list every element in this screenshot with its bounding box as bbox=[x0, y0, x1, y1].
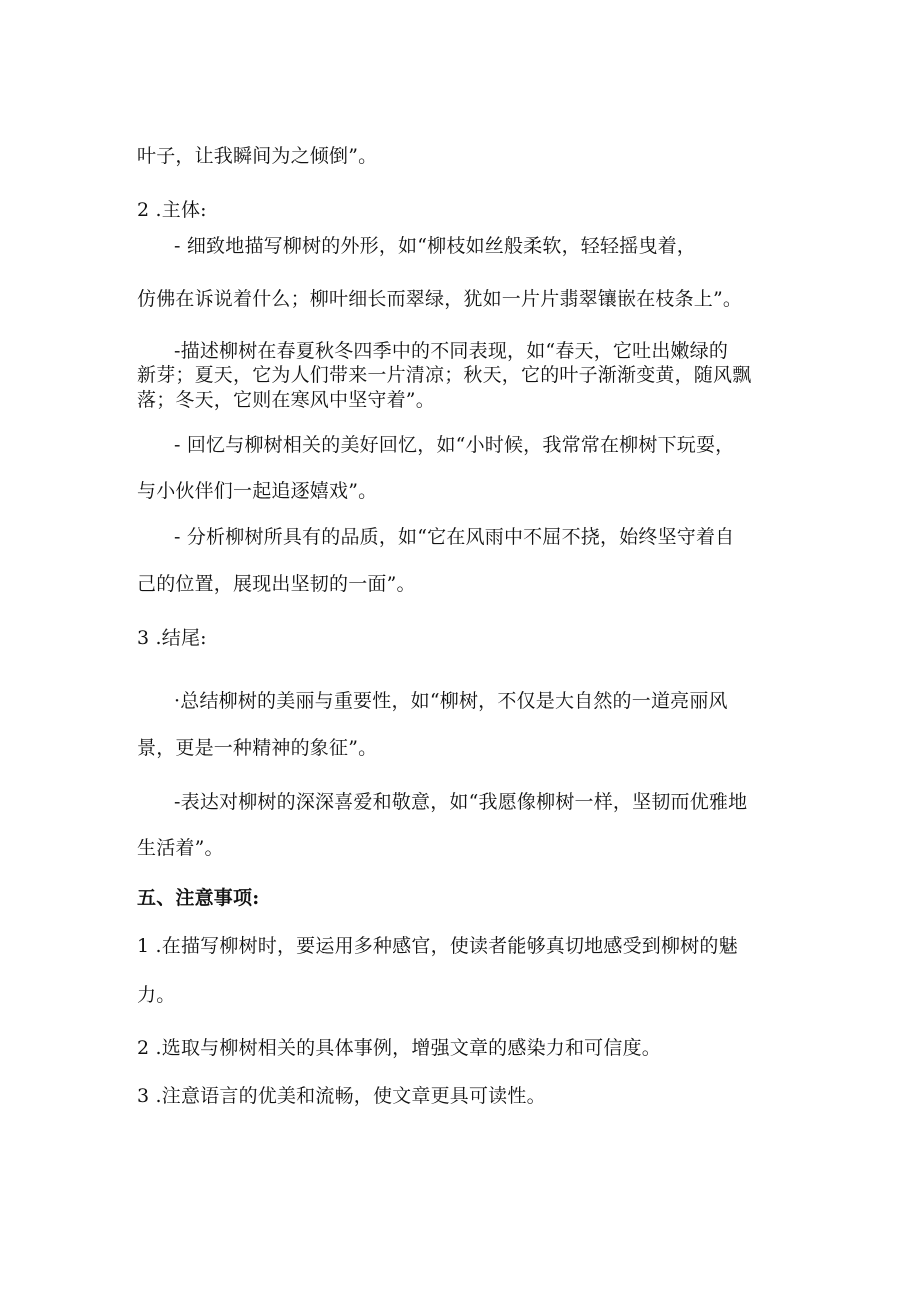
text-line: 新芽；夏天，它为人们带来一片清凉；秋天，它的叶子渐渐变黄，随风飘 bbox=[137, 364, 752, 386]
section-heading-body: 2 .主体: bbox=[137, 199, 207, 221]
text-line: 落；冬天，它则在寒风中坚守着”。 bbox=[137, 389, 435, 411]
text-line: 叶子，让我瞬间为之倾倒”。 bbox=[137, 145, 378, 167]
list-item: 3 .注意语言的优美和流畅，使文章更具可读性。 bbox=[137, 1085, 546, 1107]
text-line: 与小伙伴们一起追逐嬉戏”。 bbox=[137, 480, 378, 502]
text-line: - 分析柳树所具有的品质，如“它在风雨中不屈不挠，始终坚守着自 bbox=[174, 526, 735, 548]
text-line: -描述柳树在春夏秋冬四季中的不同表现，如“春天，它吐出嫩绿的 bbox=[174, 340, 729, 362]
section-heading-ending: 3 .结尾: bbox=[137, 627, 207, 649]
text-line: ·总结柳树的美丽与重要性，如“柳树，不仅是大自然的一道亮丽风 bbox=[174, 690, 728, 712]
text-line: 景，更是一种精神的象征”。 bbox=[137, 737, 378, 759]
text-line: 仿佛在诉说着什么；柳叶细长而翠绿，犹如一片片翡翠镶嵌在枝条上”。 bbox=[137, 288, 743, 310]
text-line: - 回忆与柳树相关的美好回忆，如“小时候，我常常在柳树下玩耍， bbox=[174, 434, 735, 456]
list-item: 1 .在描写柳树时，要运用多种感官，使读者能够真切地感受到柳树的魅 bbox=[137, 935, 738, 957]
text-line: 生活着”。 bbox=[137, 837, 224, 859]
list-item: 2 .选取与柳树相关的具体事例，增强文章的感染力和可信度。 bbox=[137, 1037, 661, 1059]
text-line: -表达对柳树的深深喜爱和敬意，如“我愿像柳树一样，坚韧而优雅地 bbox=[174, 791, 748, 813]
text-line: - 细致地描写柳树的外形，如“柳枝如丝般柔软，轻轻摇曳着， bbox=[174, 235, 696, 257]
section-heading-notes: 五、注意事项: bbox=[137, 887, 260, 909]
text-line: 力。 bbox=[137, 984, 176, 1006]
text-line: 己的位置，展现出坚韧的一面”。 bbox=[137, 573, 416, 595]
